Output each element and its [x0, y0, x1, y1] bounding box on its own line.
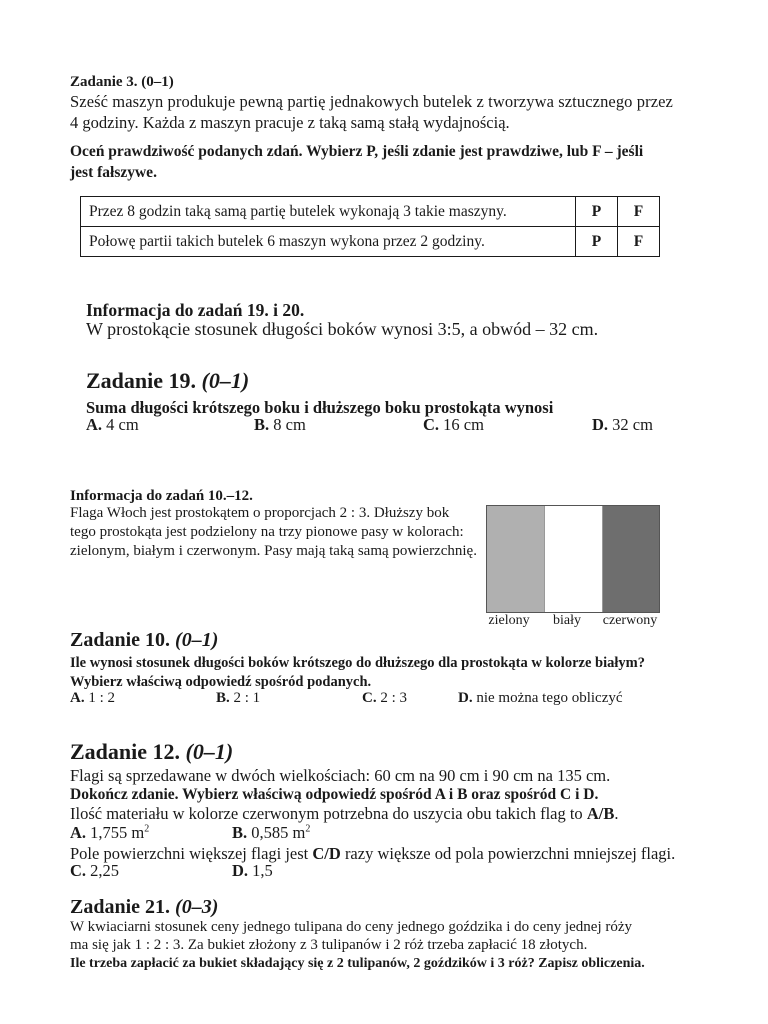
task-21-question: Ile trzeba zapłacić za bukiet składający się z 2 tulipanów, 2 goździków i 3 róż? Zapisz obliczenia. [70, 956, 645, 971]
task-12-line-3 [70, 803, 618, 824]
option-text: 4 cm [106, 415, 139, 434]
task-10-title [70, 628, 218, 652]
option-letter: B. [232, 823, 248, 842]
statement-1: Przez 8 godzin taką samą partię butelek wykonają 3 takie maszyny. [81, 197, 576, 227]
option-text: 0,585 m [251, 823, 306, 842]
option-f-1[interactable]: F [618, 197, 660, 227]
option-p-1[interactable]: P [576, 197, 618, 227]
task-10-label: Zadanie 10. [70, 629, 171, 651]
option-letter: D. [458, 690, 473, 706]
task-12-option-b[interactable] [232, 822, 310, 843]
flag-label-white: biały [553, 613, 581, 628]
flag-label-green: zielony [488, 613, 530, 628]
task-10-line-2: Wybierz właściwą odpowiedź spośród podanych. [70, 674, 372, 690]
info-10-12-line-1: Flaga Włoch jest prostokątem o proporcjach 2 : 3. Dłuższy bok [70, 505, 450, 521]
task-12-choice-cd: C/D [312, 844, 341, 863]
info-19-20-text: W prostokącie stosunek długości boków wynosi 3:5, a obwód – 32 cm. [86, 319, 599, 339]
option-text: 1,5 [252, 861, 273, 880]
task-19-option-c[interactable] [423, 414, 484, 435]
task-10-option-a[interactable] [70, 689, 115, 708]
table-row [81, 227, 660, 257]
task-3-title: Zadanie 3. (0–1) [70, 74, 174, 90]
option-letter: A. [70, 823, 87, 842]
task-12-line-3-text: Ilość materiału w kolorze czerwonym potrzebna do uszycia obu takich flag to [70, 804, 587, 823]
option-text: nie można tego obliczyć [476, 690, 623, 706]
task-12-title [70, 739, 233, 765]
table-row [81, 197, 660, 227]
task-12-option-c[interactable] [70, 860, 119, 881]
task-10-question [70, 654, 645, 692]
task-3-instr-line-1: Oceń prawdziwość podanych zdań. Wybierz P, jeśli zdanie jest prawdziwe, lub F – jeśli [70, 143, 644, 160]
task-21-line-2: ma się jak 1 : 2 : 3. Za bukiet złożony z 3 tulipanów i 2 róż trzeba zapłacić 18 złotych. [70, 937, 588, 953]
task-10-points: (0–1) [175, 629, 219, 651]
task-12-points: (0–1) [185, 739, 234, 764]
task-12-label: Zadanie 12. [70, 739, 181, 764]
option-letter: C. [70, 861, 87, 880]
task-10-option-c[interactable] [362, 689, 407, 708]
task-12-line-3-end: . [614, 804, 619, 823]
option-text: 2 : 3 [380, 690, 408, 706]
superscript: 2 [305, 823, 311, 835]
option-letter: B. [216, 690, 230, 706]
task-19-option-a[interactable] [86, 414, 139, 435]
task-19-question: Suma długości krótszego boku i dłuższego boku prostokąta wynosi [86, 398, 554, 417]
task-3-instr-line-2: jest fałszywe. [70, 164, 157, 181]
task-19-option-d[interactable] [592, 414, 653, 435]
info-10-12-line-3: zielonym, białym i czerwonym. Pasy mają taką samą powierzchnię. [70, 543, 477, 559]
task-21-line-1: W kwiaciarni stosunek ceny jednego tulipana do ceny jednego goździka i do ceny jednej róży [70, 919, 633, 935]
task-12-line-4-end: razy większe od pola powierzchni mniejszej flagi. [340, 844, 676, 863]
option-letter: C. [362, 690, 377, 706]
option-letter: C. [423, 415, 440, 434]
option-letter: A. [70, 690, 85, 706]
task-10-option-d[interactable] [458, 689, 623, 708]
option-text: 1 : 2 [88, 690, 116, 706]
task-3-line-2: 4 godziny. Każda z maszyn pracuje z taką samą stałą wydajnością. [70, 113, 510, 132]
option-letter: B. [254, 415, 270, 434]
option-text: 2 : 1 [233, 690, 261, 706]
flag-label-red: czerwony [602, 613, 658, 628]
option-letter: D. [232, 861, 249, 880]
task-19-title [86, 368, 249, 394]
task-21-points: (0–3) [175, 896, 219, 918]
option-text: 32 cm [612, 415, 653, 434]
flag-stripe-green [487, 506, 544, 612]
option-text: 1,755 m [90, 823, 145, 842]
task-12-line-4-text: Pole powierzchni większej flagi jest [70, 844, 313, 863]
option-letter: A. [86, 415, 103, 434]
flag-stripe-red [603, 506, 659, 612]
italian-flag [486, 505, 660, 613]
info-10-12-title: Informacja do zadań 10.–12. [70, 488, 253, 504]
flag-labels [480, 613, 664, 629]
task-12-line-4 [70, 843, 675, 864]
option-f-2[interactable]: F [618, 227, 660, 257]
task-3-text [70, 91, 690, 133]
task-21-label: Zadanie 21. [70, 896, 171, 918]
info-10-12-text [70, 504, 480, 561]
info-10-12-line-2: tego prostokąta jest podzielony na trzy pionowe pasy w kolorach: [70, 524, 464, 540]
option-text: 2,25 [90, 861, 120, 880]
task-21-title [70, 895, 218, 919]
option-text: 8 cm [273, 415, 306, 434]
task-10-option-b[interactable] [216, 689, 260, 708]
task-19-points: (0–1) [201, 368, 250, 393]
task-10-line-1: Ile wynosi stosunek długości boków krótszego do dłuższego dla prostokąta w kolorze białym? [70, 655, 645, 671]
true-false-table [80, 196, 660, 257]
option-text: 16 cm [443, 415, 484, 434]
task-12-line-1: Flagi są sprzedawane w dwóch wielkościach: 60 cm na 90 cm i 90 cm na 135 cm. [70, 766, 611, 785]
statement-2: Połowę partii takich butelek 6 maszyn wykona przez 2 godziny. [81, 227, 576, 257]
flag-stripe-white [544, 506, 603, 612]
task-12-option-d[interactable] [232, 860, 273, 881]
info-19-20-title: Informacja do zadań 19. i 20. [86, 300, 305, 320]
option-letter: D. [592, 415, 609, 434]
task-3-line-1: Sześć maszyn produkuje pewną partię jednakowych butelek z tworzywa sztucznego przez [70, 92, 673, 111]
task-3-instructions [70, 141, 710, 183]
task-12-line-2: Dokończ zdanie. Wybierz właściwą odpowiedź spośród A i B oraz spośród C i D. [70, 786, 599, 803]
task-19-option-b[interactable] [254, 414, 306, 435]
task-12-option-a[interactable] [70, 822, 149, 843]
option-p-2[interactable]: P [576, 227, 618, 257]
task-12-choice-ab: A/B [586, 804, 615, 823]
superscript: 2 [144, 823, 150, 835]
task-19-label: Zadanie 19. [86, 368, 197, 393]
